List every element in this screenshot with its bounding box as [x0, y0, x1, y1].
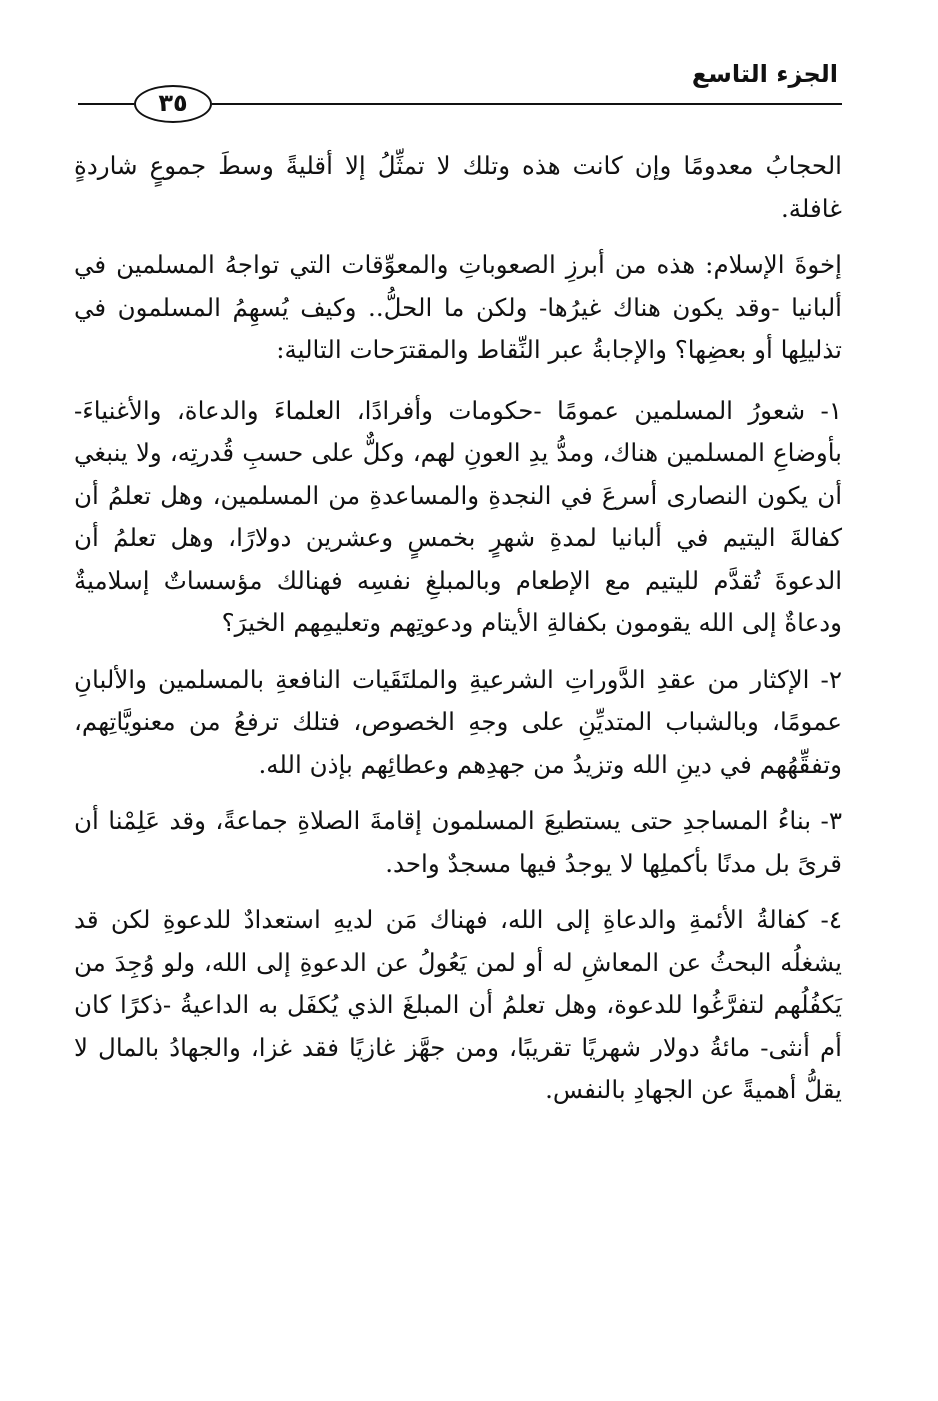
paragraph-intro: إخوةَ الإسلام: هذه من أبرزِ الصعوباتِ والمعوِّقات التي تواجهُ المسلمين في ألبانيا -وقد يكون هناك غيرُها- ولكن ما الحلُّ.. وكيف يُسهِمُ المسلمون في تذليلِها أو بعضِها؟ والإجابةُ عبر النِّقاط والمقترَحات التالية:: [74, 250, 842, 364]
paragraph-continuation: الحجابُ معدومًا وإن كانت هذه وتلك لا تمثِّلُ إلا أقليةً وسطَ جموعٍ شاردةٍ غافلة.: [74, 151, 842, 223]
header-rule-right: [212, 103, 842, 105]
page-header: [0, 0, 938, 130]
running-title: الجزء التاسع: [691, 60, 838, 88]
page-number: ٣٥: [134, 85, 212, 123]
page-body: [74, 145, 842, 1130]
paragraph-point-3: ٣- بناءُ المساجدِ حتى يستطيعَ المسلمون إقامةَ الصلاةِ جماعةً، وقد عَلِمْنا أن قرىً بل مدنًا بأكملِها لا يوجدُ فيها مسجدٌ واحد.: [74, 806, 842, 878]
header-rule-left: [78, 103, 134, 105]
paragraph-point-4: ٤- كفالةُ الأئمةِ والدعاةِ إلى الله، فهناك مَن لديهِ استعدادٌ للدعوةِ لكن قد يشغلُه البحثُ عن المعاشِ له أو لمن يَعُولُ عن الدعوةِ إلى الله، ولو وُجِدَ من يَكفُلُهم لتفرَّغُوا للدعوة، وهل تعلمُ أن المبلغَ الذي يُكفَل به الداعيةُ -ذكرًا كان أم أنثى- مائةُ دولار شهريًا تقريبًا، ومن جهَّز غازيًا فقد غزا، والجهادُ بالمال لا يقلُّ أهميةً عن الجهادِ بالنفس.: [74, 905, 842, 1104]
paragraph-point-1: ١- شعورُ المسلمين عمومًا -حكومات وأفرادًا، العلماءَ والدعاة، والأغنياءَ- بأوضاعِ المسلمين هناك، ومدُّ يدِ العونِ لهم، وكلٌّ على حسبِ قُدرتِه، ولا ينبغي أن يكون النصارى أسرعَ في النجدةِ والمساعدةِ من المسلمين، وهل تعلمُ أن كفالةَ اليتيم في ألبانيا لمدةِ شهرٍ بخمسٍ وعشرين دولارًا، وهل تعلمُ أن الدعوةَ تُقدَّم لليتيم مع الإطعام وبالمبلغِ نفسِه فهنالك مؤسساتٌ إسلاميةٌ ودعاةٌ إلى الله يقومون بكفالةِ الأيتام ودعوتِهم وتعليمِهم الخيرَ؟: [74, 395, 842, 637]
paragraph-point-2: ٢- الإكثار من عقدِ الدَّوراتِ الشرعيةِ والملتَقَيات النافعةِ بالمسلمين والألبانِ عمومًا، وبالشباب المتديِّنِ على وجهِ الخصوص، فتلك ترفعُ من معنويَّاتِهم، وتفقِّهُهم في دينِ الله وتزيدُ من جهدِهم وعطائِهم بإذن الله.: [74, 664, 842, 779]
